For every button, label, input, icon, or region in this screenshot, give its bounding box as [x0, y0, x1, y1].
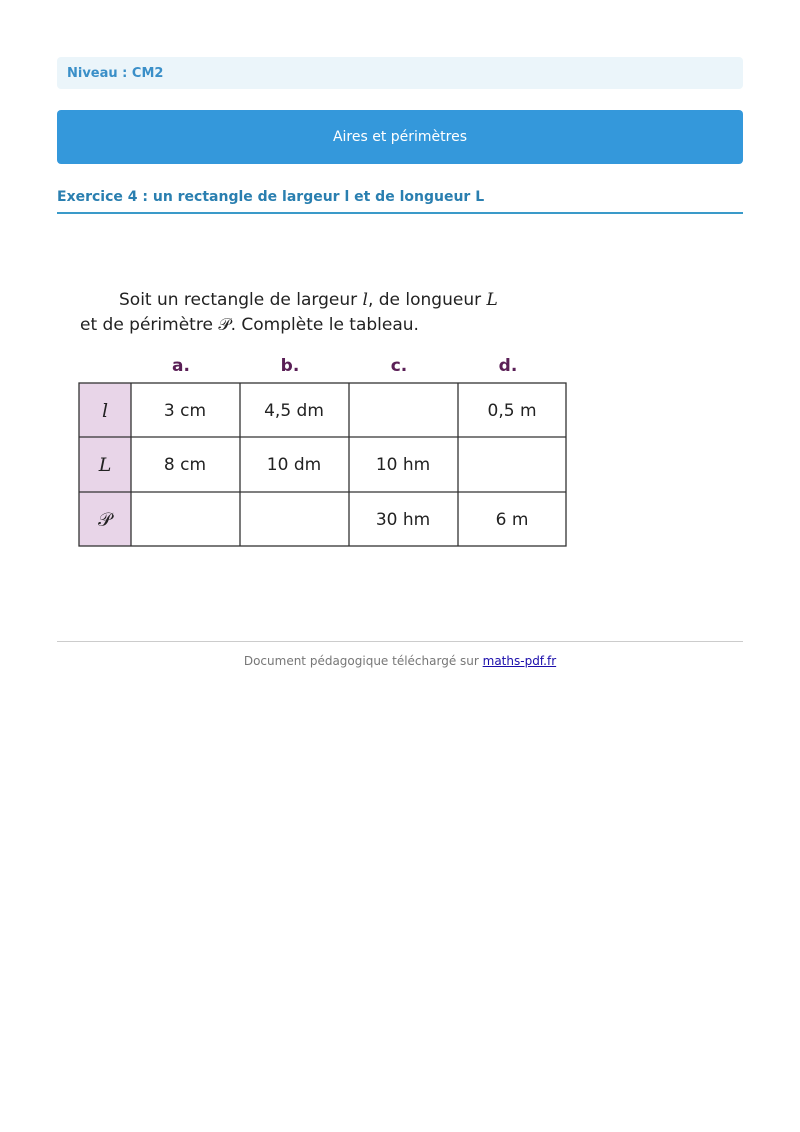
statement-line-1: Soit un rectangle de largeur l, de longueur L — [119, 290, 498, 310]
column-label-b: b. — [280, 356, 300, 376]
footer-link[interactable]: maths-pdf.fr — [482, 654, 557, 668]
page-title: Aires et périmètres — [332, 129, 468, 145]
column-label-c: c. — [390, 356, 408, 376]
column-label-d: d. — [498, 356, 518, 376]
exercise-figure — [78, 285, 570, 550]
table-cell: 4,5 dm — [264, 401, 324, 421]
table-cell: 8 cm — [163, 455, 207, 475]
table-cell: 30 hm — [375, 510, 431, 530]
table-cell: 3 cm — [163, 401, 207, 421]
table-cell: 10 dm — [266, 455, 322, 475]
exercise-title: Exercice 4 : un rectangle de largeur l et de longueur L — [57, 189, 485, 205]
title-banner — [57, 110, 743, 164]
level-label: Niveau : CM2 — [67, 65, 164, 81]
exercise-heading — [57, 186, 743, 214]
statement-line-2: et de périmètre 𝒫. Complète le tableau. — [80, 315, 419, 335]
row-symbol-l: l — [101, 400, 109, 422]
column-label-a: a. — [172, 356, 190, 376]
table-cell: 6 m — [495, 510, 529, 530]
row-symbol-P: 𝒫 — [98, 509, 112, 531]
level-bar — [57, 57, 743, 89]
footer-divider — [57, 641, 743, 642]
footer-text: Document pédagogique téléchargé sur — [243, 654, 483, 668]
footer — [57, 654, 743, 668]
table-cell: 10 hm — [375, 455, 431, 475]
table-cell: 0,5 m — [487, 401, 537, 421]
row-symbol-L: L — [98, 454, 112, 476]
